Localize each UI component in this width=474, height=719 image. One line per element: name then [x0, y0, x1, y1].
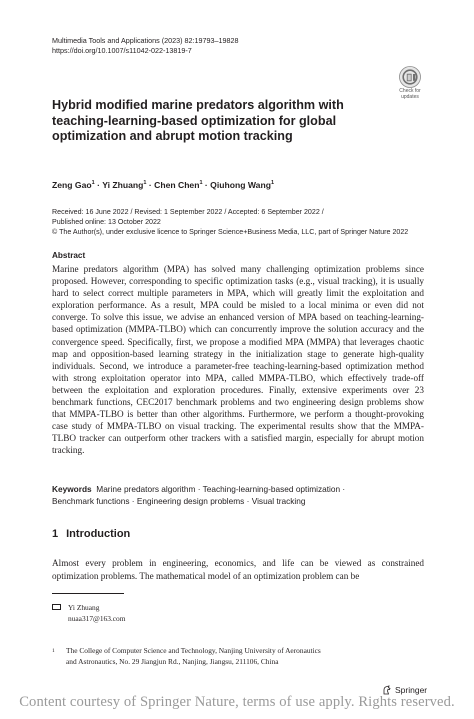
dates-line: Received: 16 June 2022 / Revised: 1 September 2022 / Accepted: 6 September 2022 / [52, 208, 324, 216]
author-separator: · [202, 180, 211, 190]
doi-link[interactable]: https://doi.org/10.1007/s11042-022-13819-7 [52, 46, 192, 55]
check-for-updates-badge[interactable] [393, 66, 427, 100]
publisher-name: Springer [395, 685, 428, 695]
section-title: Introduction [66, 528, 131, 540]
article-title: Hybrid modified marine predators algorithm with teaching-learning-based optimization for global optimization and abrupt motion tracking [52, 98, 344, 144]
author-name[interactable]: Qiuhong Wang$^1$ [210, 180, 275, 190]
affiliation-mark: 1 [52, 648, 55, 654]
corresponding-author [52, 602, 126, 624]
keywords-line: Marine predators algorithm · Teaching-learning-based optimization · [96, 484, 346, 494]
copyright-line: © The Author(s), under exclusive licence to Springer Science+Business Media, LLC, part of Springer Nature 2022 [52, 228, 409, 236]
keywords [52, 483, 424, 507]
author-separator: · [146, 180, 155, 190]
author-name[interactable]: Zeng Gao$^1$ [52, 180, 95, 190]
contact-name: Yi Zhuang [68, 603, 100, 612]
envelope-icon [52, 604, 61, 610]
footnote-divider [52, 593, 124, 594]
published-line: Published online: 13 October 2022 [52, 218, 161, 226]
author-name[interactable]: Yi Zhuang$^1$ [102, 180, 147, 190]
journal-citation: Multimedia Tools and Applications (2023) 82:19793–19828 [52, 36, 239, 45]
author-name[interactable]: Chen Chen$^1$ [154, 180, 203, 190]
abstract-text: Marine predators algorithm (MPA) has solved many challenging optimization problems since proposed. However, corresponding to specific optimization tasks (e.g., visual tracking), it is usually hard to select correct multiple parameters in MPA, which will greatly limit the exploitation and exploration performance. As a result, MPA could be misled to a local minima or even did not converge. To solve this issue, we advise an enhanced version of MPA based on teaching-learning-based optimization (MMPA-TLBO) which can concurrently improve the solution accuracy and the convergence speed. Specifically, first, we propose a modified MPA (MMPA) that leverages chaotic map and opposition-based learning strategy in the initialization stage to generate high-quality individuals. Second, we introduce a parameter-free teaching-learning-based optimization method with strong exploitation operator into MPA, called MMPA-TLBO, which effectively trade-off between the exploitation and exploration procedures. Finally, extensive experiments over 23 benchmark functions, CEC2017 benchmark problems and two engineering design problems show that MMPA-TLBO is better than other algorithms. Furthermore, we perform a thought-provoking case study of MMPA-TLBO on visual tracking. The experimental results show that the MMPA-TLBO tracker can outperform other trackers with a satisfied margin, especially for abrupt motion tracking. [52, 264, 424, 456]
badge-label: Check for updates [399, 88, 421, 100]
abstract-heading: Abstract [52, 251, 86, 260]
check-for-updates-icon [399, 66, 421, 88]
courtesy-notice: Content courtesy of Springer Nature, terms of use apply. Rights reserved. [19, 694, 455, 710]
affiliation-line: and Astronautics, No. 29 Jiangjun Rd., Nanjing, Jiangsu, 211106, China [66, 656, 279, 666]
affiliation-line: The College of Computer Science and Technology, Nanjing University of Aeronautics [66, 646, 321, 655]
section-heading [52, 528, 130, 540]
introduction-text: Almost every problem in engineering, economics, and life can be viewed as constrained optimization problems. The mathematical model of an optimization problem can be [52, 558, 424, 581]
keywords-label: Keywords [52, 484, 92, 494]
section-number: 1 [52, 528, 59, 540]
contact-email[interactable]: nuaa317@163.com [68, 614, 126, 623]
author-list [52, 180, 274, 190]
affiliation [52, 646, 382, 667]
journal-header [52, 36, 238, 56]
keywords-line: Benchmark functions · Engineering design problems · Visual tracking [52, 496, 306, 506]
author-separator: · [94, 180, 103, 190]
publication-history [52, 207, 432, 237]
